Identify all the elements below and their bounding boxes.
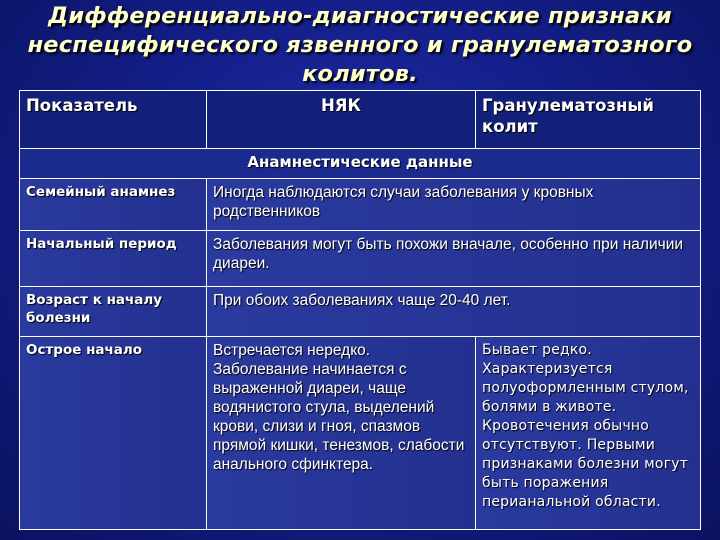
slide-title: Дифференциально-диагностические признаки неспецифического язвенного и гранулематозного колитов. [27,3,693,87]
row-label: Острое начало [20,337,207,530]
row-label: Возраст к началу болезни [20,287,207,337]
row-value-nyak: Встречается нередко. Заболевание начинается с выраженной диареи, чаще водянистого стула, выделений крови, слизи и гноя, спазмов прямой кишки, тенезмов, слабости анального сфинктера. [207,337,476,530]
row-label: Начальный период [20,231,207,287]
row-value-granulomatous: Бывает редко. Характеризуется полуоформленным стулом, болями в животе. Кровотечения обычно отсутствуют. Первыми признаками болезни могут быть поражения перианальной области. [476,337,701,530]
header-cell-indicator: Показатель [20,91,207,149]
row-label: Семейный анамнез [20,179,207,231]
table-row [20,337,701,530]
table-row [20,179,701,231]
section-title: Анамнестические данные [20,149,701,179]
comparison-table [19,90,701,530]
row-value: Иногда наблюдаются случаи заболевания у кровных родственников [207,179,701,231]
header-cell-nyak: НЯК [207,91,476,149]
table-row [20,287,701,337]
section-row [20,149,701,179]
row-value: Заболевания могут быть похожи вначале, особенно при наличии диареи. [207,231,701,287]
row-value: При обоих заболеваниях чаще 20-40 лет. [207,287,701,337]
header-cell-granulomatous: Гранулематозный колит [476,91,701,149]
table-row [20,231,701,287]
table-header-row [20,91,701,149]
